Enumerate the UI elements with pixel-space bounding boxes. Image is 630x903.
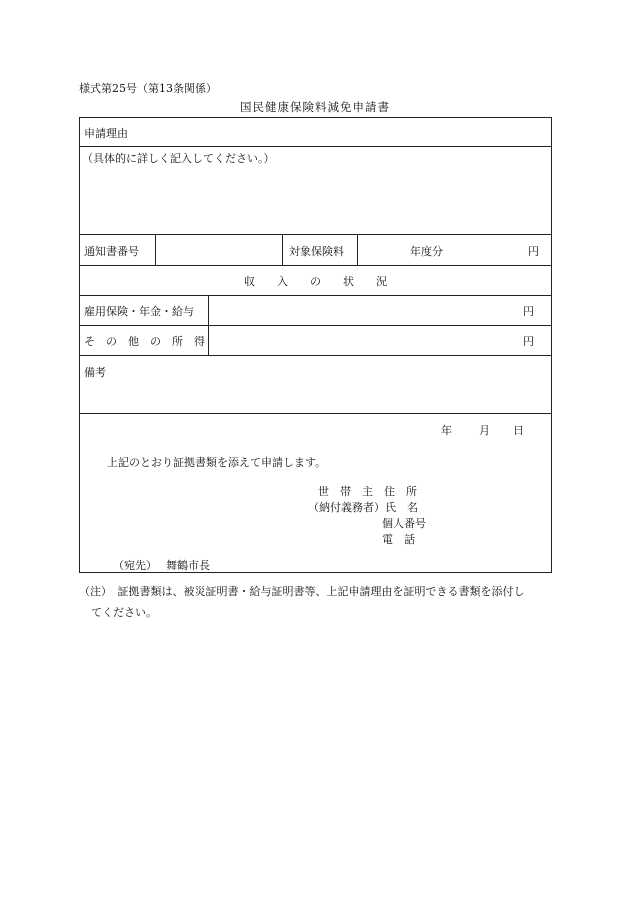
yen-unit: 円 [523,305,534,318]
col-divider [155,234,156,265]
row-divider [79,234,552,235]
date-day-label: 日 [513,424,524,437]
fiscal-year-label: 年度分 [410,245,443,258]
income-row-value[interactable] [214,303,514,319]
row-divider [79,325,552,326]
applicant-address-label: 世 帯 主 住 所 [318,485,417,498]
footnote-line1: （注） 証拠書類は、被災証明書・給与証明書等、上記申請理由を証明できる書類を添付し [79,585,525,598]
personal-number-label: 個人番号 [382,517,426,530]
applicant-name-label: （納付義務者）氏 名 [308,501,418,514]
declaration-text: 上記のとおり証拠書類を添えて申請します。 [107,456,327,469]
date-year-label: 年 [441,424,452,437]
page-title: 国民健康保険料減免申請書 [240,100,390,114]
income-row-label: 雇用保険・年金・給与 [84,305,194,318]
footnote-line2: てください。 [91,606,157,619]
remarks-label: 備考 [84,366,106,379]
date-month-label: 月 [479,424,490,437]
col-divider [357,234,358,265]
row-divider [79,355,552,356]
row-divider [79,265,552,266]
notice-number-field[interactable] [160,243,278,259]
income-row-value[interactable] [214,333,514,349]
notice-number-label: 通知書番号 [84,245,139,258]
reason-label: 申請理由 [84,127,128,140]
form-id: 様式第25号（第13条関係） [79,82,217,95]
yen-unit: 円 [528,245,539,258]
remarks-input-area[interactable] [84,382,546,408]
addressee-name: 舞鶴市長 [166,559,210,572]
addressee-prefix: （宛先） [113,559,157,572]
row-divider [79,146,552,147]
yen-unit: 円 [523,335,534,348]
phone-label: 電 話 [382,533,415,546]
row-divider [79,295,552,296]
reason-instruction: （具体的に詳しく記入してください。） [82,152,275,165]
income-row-label: そ の 他 の 所 得 [84,335,205,348]
income-heading: 収 入 の 状 況 [244,275,387,288]
reason-input-area[interactable] [84,168,546,230]
col-divider [282,234,283,265]
col-divider [208,295,209,355]
target-fee-label: 対象保険料 [289,245,344,258]
row-divider [79,413,552,414]
